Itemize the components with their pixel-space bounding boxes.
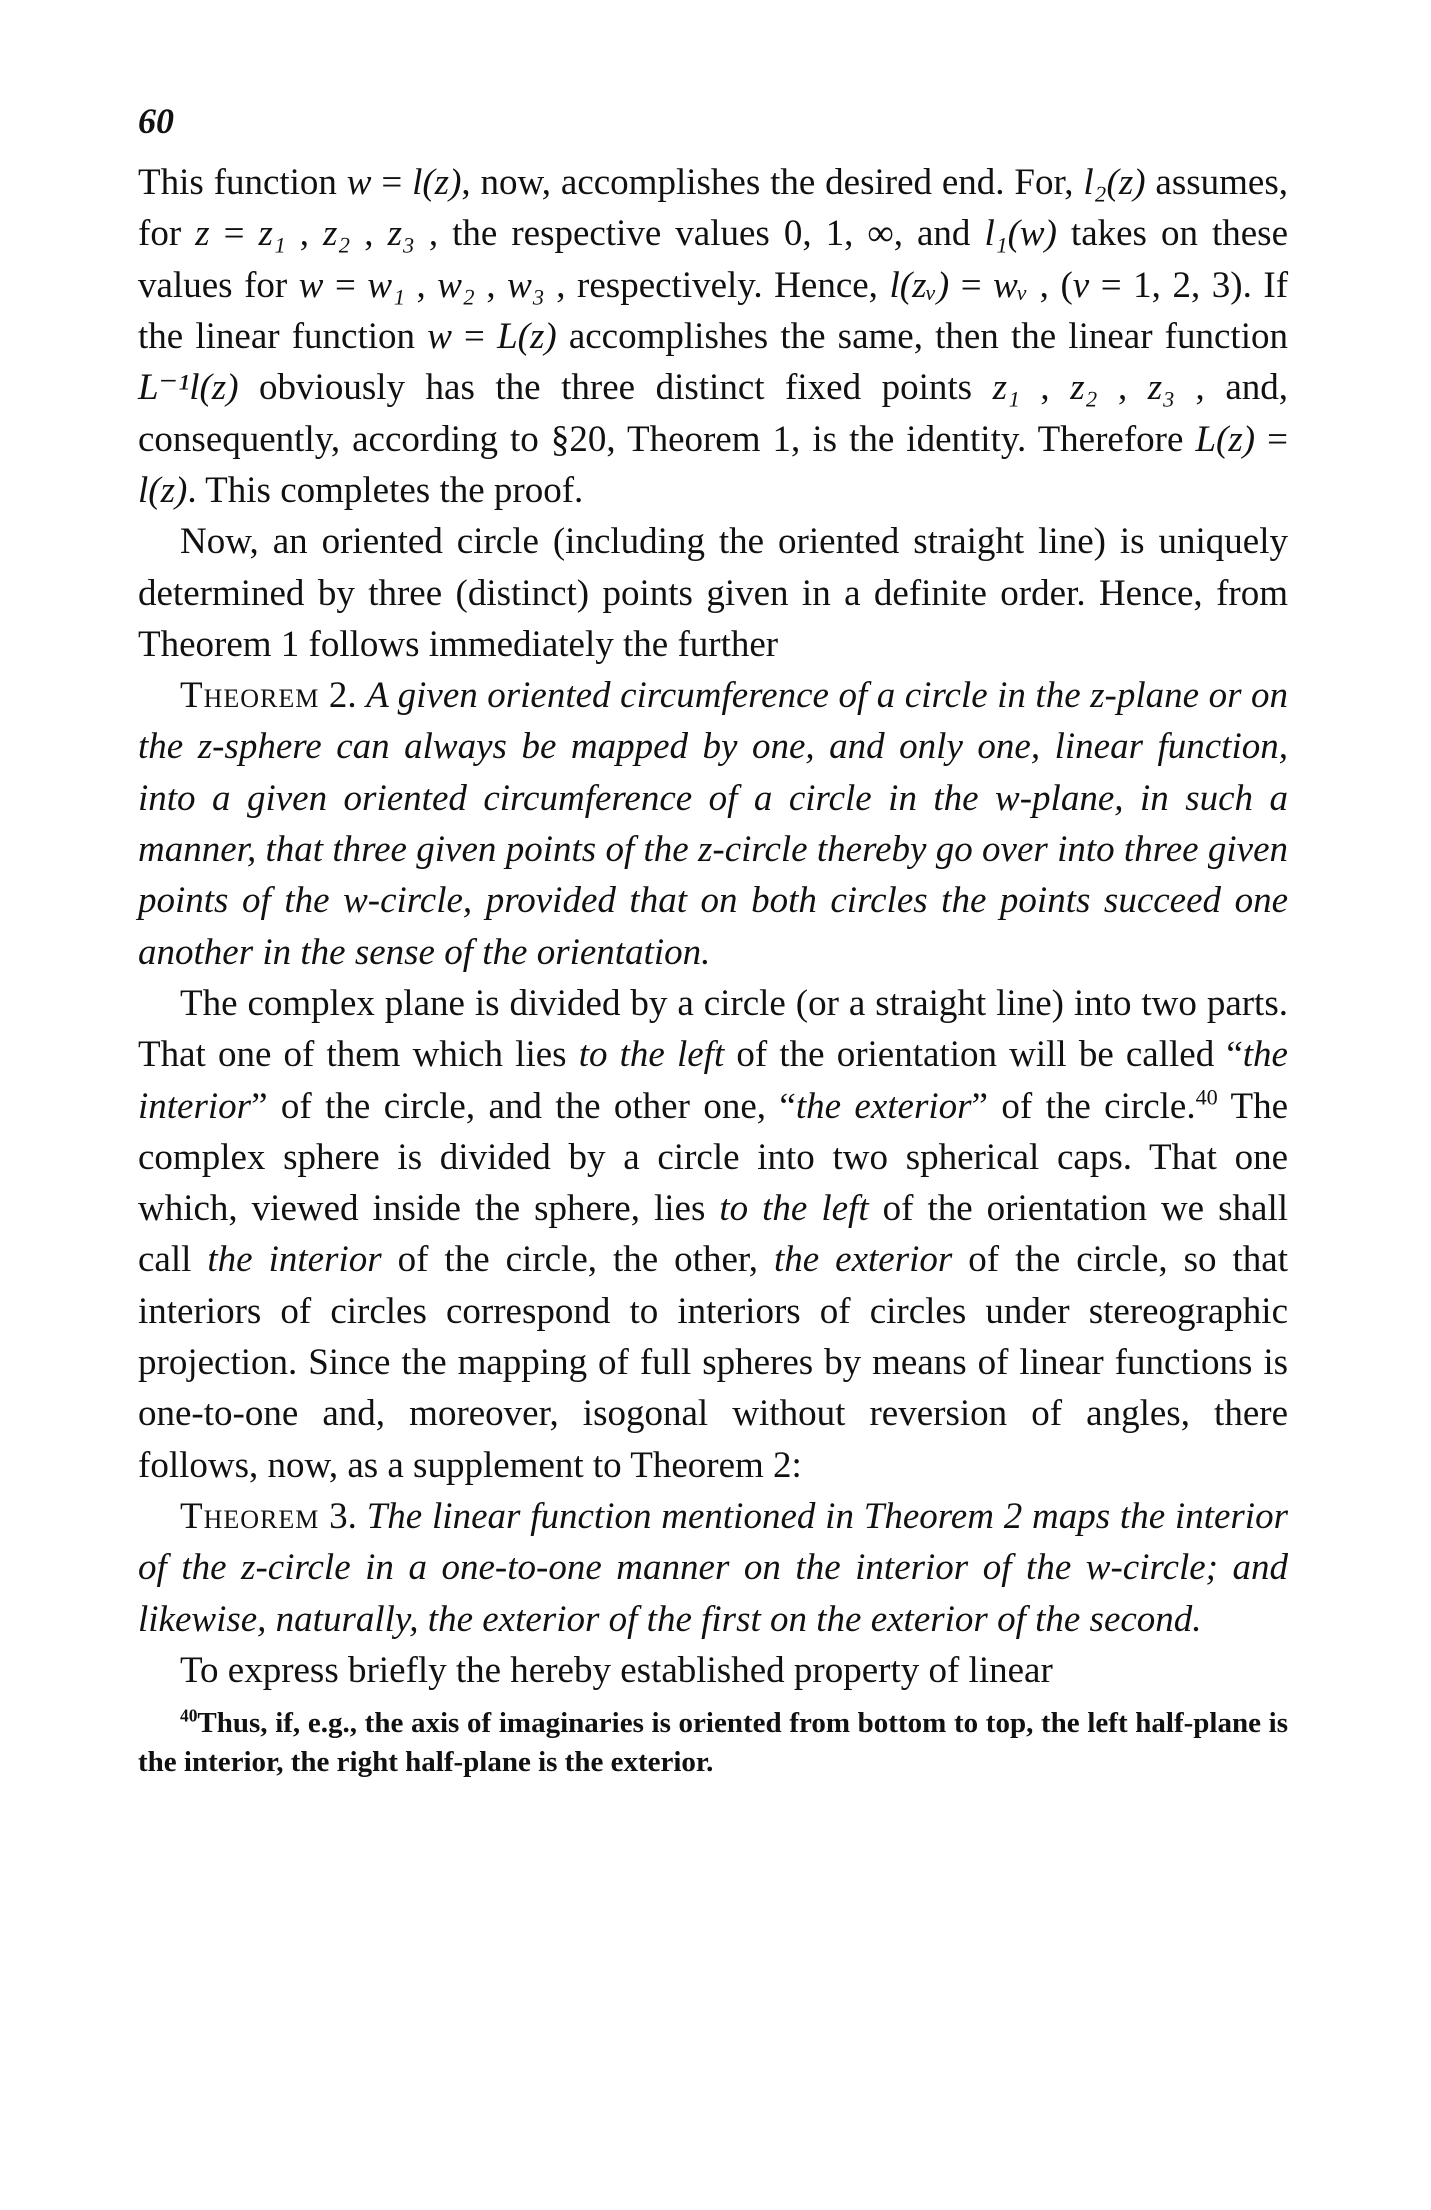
math-lz: l(z) [138, 469, 188, 511]
theorem-2: Theorem 2. A given oriented circumference of a circle in the z-plane or on the z-sphere can always be mapped by one, and only one, linear function, into a given oriented circumference of a circle in the w-plane, in such a manner, that three given points of the z-circle thereby go over into three given points of the w-circle, provided that on both circles the points succeed one another in the sense of the orientation. [138, 675, 1288, 973]
theorem-3: Theorem 3. The linear function mentioned in Theorem 2 maps the interior of the z-circle in a one-to-one manner on the interior of the w-circle; and likewise, naturally, the exterior of the first on the exterior of the second. [138, 1495, 1288, 1640]
page-number: 60 [138, 101, 174, 141]
math-wv: wᵥ [993, 264, 1029, 306]
footnote-reference: 40 [1195, 1084, 1218, 1110]
math-Linvlz: L⁻¹l(z) [138, 367, 239, 409]
footnote-mark: 40 [180, 1705, 198, 1726]
theorem-label: Theorem [180, 675, 320, 717]
math-nu: ν [1072, 264, 1090, 306]
footnote [138, 1704, 1288, 1782]
theorem-2-statement: A given oriented circumference of a circle in the z-plane or on the z-sphere can always be mapped by one, and only one, linear function, into a given oriented circumference of a circle in the w-plane, in such a manner, that three given points of the z-circle thereby go over into three given points of the w-circle, provided that on both circles the points succeed one another in the sense of the orientation. [138, 675, 1288, 973]
theorem-3-statement: The linear function mentioned in Theorem 2 maps the interior of the z-circle in a one-to-one manner on the interior of the w-circle; and likewise, naturally, the exterior of the first on the exterior of the second. [138, 1495, 1288, 1640]
math-lz: l(z) [412, 162, 462, 204]
math-z3: z₃ [387, 213, 415, 255]
math-Lz: L(z) [1195, 418, 1256, 460]
math-w3: w₃ [507, 264, 545, 306]
body-text [138, 157, 1288, 1696]
math-w1: w₁ [367, 264, 405, 306]
math-z1: z₁ [258, 213, 286, 255]
math-Lz: L(z) [497, 316, 557, 358]
math-z2: z₂ [323, 213, 351, 255]
math-lzv: l(zᵥ) [889, 264, 950, 306]
paragraph-interior-exterior: The complex plane is divided by a circle (or a straight line) into two parts. That one of them which lies to the left of the orientation will be called “the interior” of the circle, and the other one, “the exterior” of the circle.$^{40}$ The complex sphere is divided by a circle into two spherical caps. That one which, viewed inside the sphere, lies to the left of the orientation we shall call the interior of the circle, the other, the exterior of the circle, so that interiors of circles correspond to interiors of circles under stereographic projection. Since the mapping of full spheres by means of linear functions is one-to-one and, moreover, isogonal without reversion of angles, there follows, now, as a supplement to Theorem 2: [138, 982, 1289, 1486]
math-w: w [427, 316, 452, 358]
theorem-label: Theorem [180, 1495, 320, 1537]
math-l2z: l₂(z) [1083, 162, 1146, 204]
footnote-text: $^{40}$Thus, if, e.g., the axis of imaginaries is oriented from bottom to top, the left half-plane is the interior, the right half-plane is the exterior. [138, 1705, 1288, 1779]
math-z1: z₁ [992, 367, 1020, 409]
math-z3: z₃ [1147, 367, 1176, 409]
math-l1w: l₁(w) [984, 213, 1057, 255]
math-z: z [195, 213, 210, 255]
paragraph-continuation: To express briefly the hereby established property of linear [180, 1649, 1053, 1691]
math-z2: z₂ [1070, 367, 1098, 409]
book-page [138, 100, 1288, 1782]
math-w: w [298, 264, 324, 306]
paragraph-oriented-circle: Now, an oriented circle (including the oriented straight line) is uniquely determined by three (distinct) points given in a definite order. Hence, from Theorem 1 follows immediately the further [138, 521, 1288, 665]
math-w: w [346, 162, 372, 204]
math-w2: w₂ [437, 264, 475, 306]
paragraph-proof-end: This function w = l(z), now, accomplishes the desired end. For, l₂(z) assumes, for z = z₁ , z₂ , z₃ , the respective values 0, 1, ∞, and l₁(w) takes on these values for w = w₁ , w₂ , w₃ , respectively. Hence, l(zᵥ) = wᵥ , (ν = 1, 2, 3). If the linear function w = L(z) accomplishes the same, then the linear function L⁻¹l(z) obviously has the three distinct fixed points z₁ , z₂ , z₃ , and, consequently, according to §20, Theorem 1, is the identity. Therefore L(z) = l(z). This completes the proof. [138, 162, 1289, 511]
